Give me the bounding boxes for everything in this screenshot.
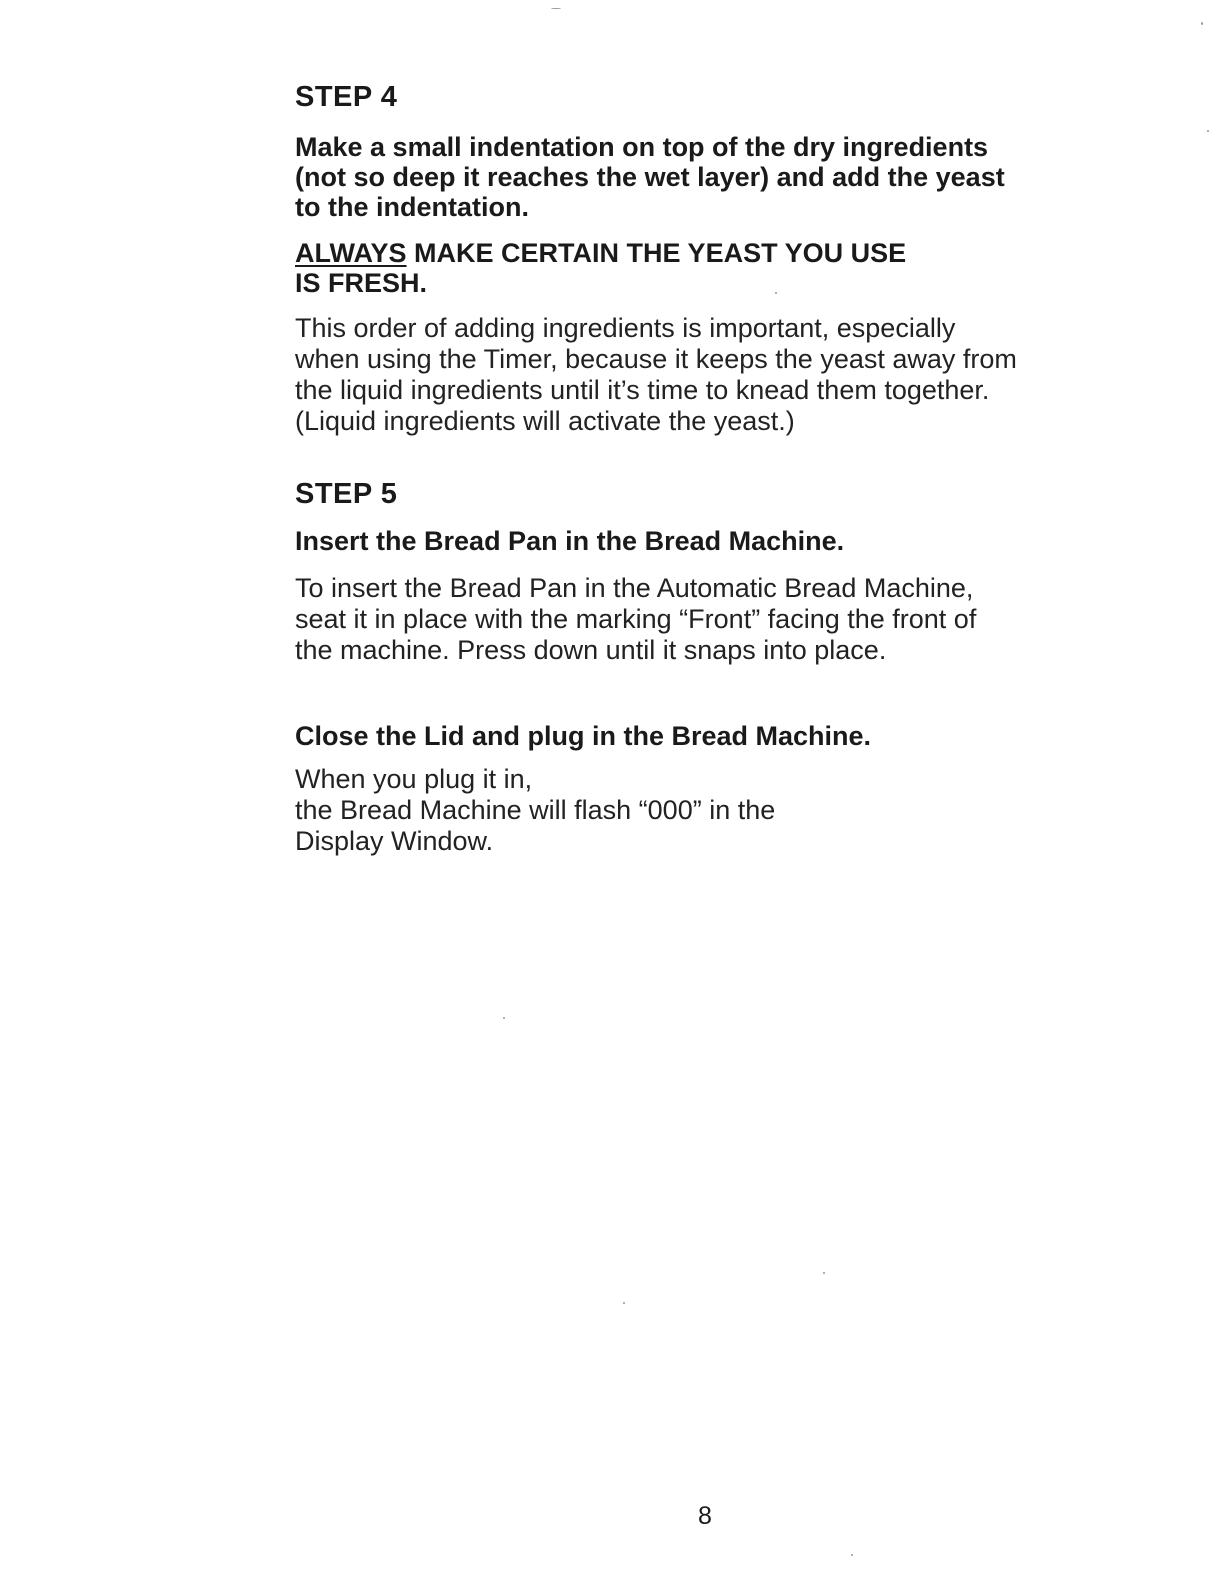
close-text-line: the Bread Machine will flash “000” in the: [295, 795, 776, 825]
close-text-line: When you plug it in,: [295, 764, 533, 794]
close-lid-heading: Close the Lid and plug in the Bread Machine.: [295, 721, 872, 751]
scan-speck: [823, 1272, 825, 1274]
page-number: 8: [698, 1502, 712, 1530]
scan-speck: [1201, 22, 1203, 25]
scan-speck: [775, 292, 777, 294]
scan-speck: [551, 8, 561, 9]
scan-speck: [851, 1554, 853, 1556]
close-text-line: Display Window.: [295, 826, 494, 856]
page-content: [295, 78, 1095, 857]
step-4-instruction-line: (not so deep it reaches the wet layer) and add the yeast: [295, 162, 1005, 192]
warning-line-1-rest: MAKE CERTAIN THE YEAST YOU USE: [406, 238, 907, 268]
insert-text-line: seat it in place with the marking “Front” facing the front of: [295, 604, 977, 634]
explanation-line: This order of adding ingredients is important, especially: [295, 313, 956, 343]
explanation-line: the liquid ingredients until it’s time to knead them together.: [295, 375, 990, 405]
scan-speck: [623, 1302, 625, 1304]
insert-text-line: To insert the Bread Pan in the Automatic Bread Machine,: [295, 573, 974, 603]
explanation-line: when using the Timer, because it keeps the yeast away from: [295, 344, 1017, 374]
close-lid-text: [295, 764, 1095, 857]
scan-speck: [503, 1017, 505, 1019]
insert-text-line: the machine. Press down until it snaps into place.: [295, 635, 887, 665]
step-4-instruction-line: Make a small indentation on top of the dry ingredients: [295, 132, 989, 162]
step-4-instruction-line: to the indentation.: [295, 192, 529, 222]
explanation-line: (Liquid ingredients will activate the yeast.): [295, 406, 795, 436]
step-5-heading: STEP 5: [295, 478, 398, 510]
warning-line-2: IS FRESH.: [295, 268, 428, 298]
scan-speck: [1207, 130, 1209, 132]
step-4-explanation: [295, 313, 1095, 437]
insert-pan-text: [295, 573, 1095, 666]
fresh-yeast-warning: [295, 238, 1095, 298]
insert-pan-heading: Insert the Bread Pan in the Bread Machine.: [295, 526, 845, 556]
step-4-heading: STEP 4: [295, 81, 398, 113]
warning-line-1: [295, 238, 1095, 268]
step-4-instruction: [295, 132, 1095, 222]
always-underlined: ALWAYS: [295, 238, 407, 268]
